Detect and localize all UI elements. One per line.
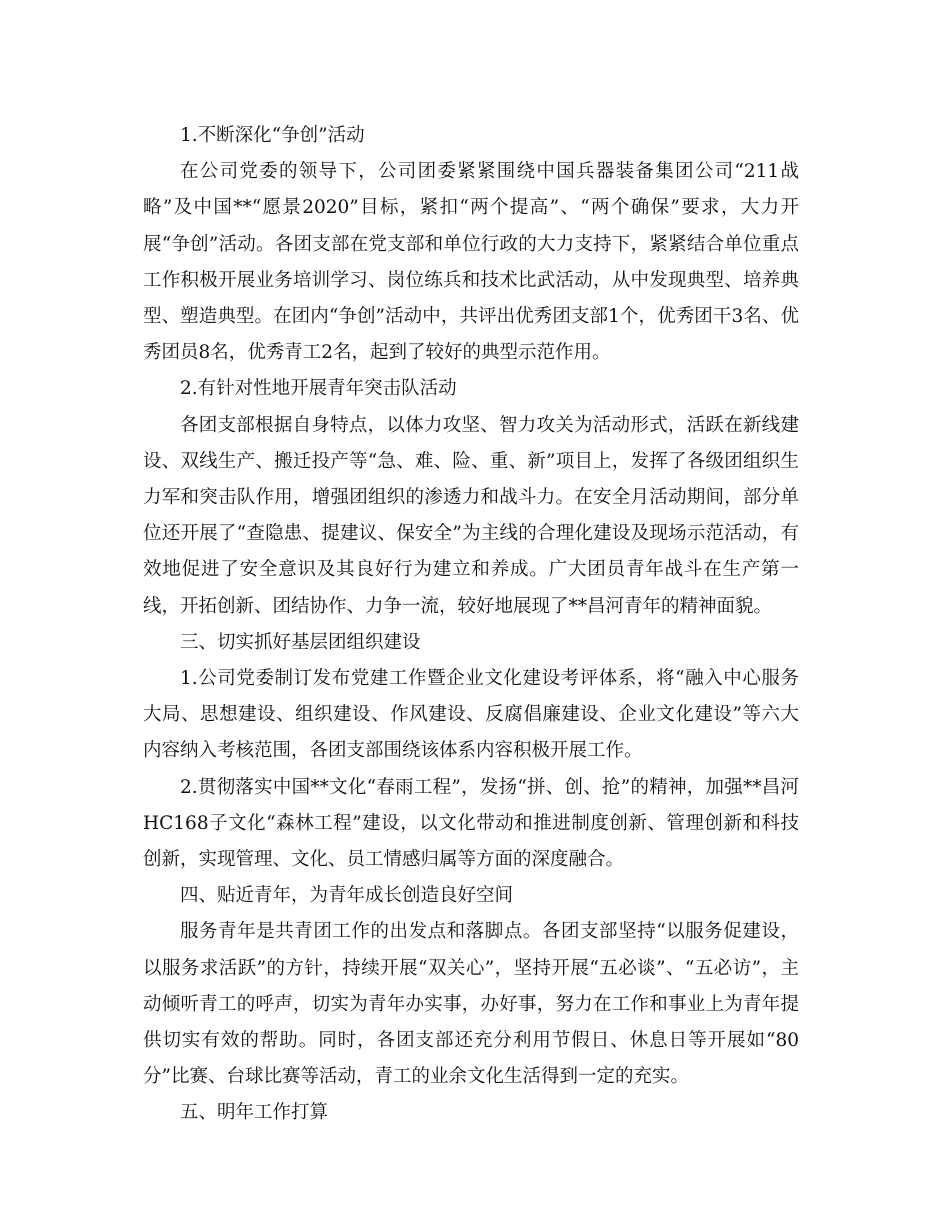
paragraph-culture-project: 2.贯彻落实中国**文化“春雨工程”，发扬“拼、创、抢”的精神，加强**昌河HC168子文化“森林工程”建设，以文化带动和推进制度创新、管理创新和科技创新，实现管理、文化、员工情感归属等方面的深度融合。: [143, 776, 799, 871]
section-heading-next-year-plan: 五、明年工作打算: [180, 1102, 329, 1124]
subheading-deepen-zhengchuang: 1.不断深化“争创”活动: [180, 125, 365, 146]
section-heading-serve-youth: 四、贴近青年，为青年成长创造良好空间: [180, 885, 514, 907]
paragraph-serve-youth: 服务青年是共青团工作的出发点和落脚点。各团支部坚持“以服务促建设，以服务求活跃”的方针，持续开展“双关心”，坚持开展“五必谈”、“五必访”，主动倾听青工的呼声，切实为青年办实事，办好事，努力在工作和事业上为青年提供切实有效的帮助。同时，各团支部还充分利用节假日、休息日等开展如“80分”比赛、台球比赛等活动，青工的业余文化生活得到一定的充实。: [143, 921, 799, 1088]
subheading-youth-commando: 2.有针对性地开展青年突击队活动: [180, 378, 457, 400]
section-heading-grassroots-organization: 三、切实抓好基层团组织建设: [180, 631, 421, 653]
paragraph-zhengchuang-activities: 在公司党委的领导下，公司团委紧紧围绕中国兵器装备集团公司“211战略”及中国**“愿景2020”目标，紧扣“两个提高”、“两个确保”要求，大力开展“争创”活动。各团支部在党支部和单位行政的大力支持下，紧紧结合单位重点工作积极开展业务培训学习、岗位练兵和技术比武活动，从中发现典型、培养典型、塑造典型。在团内“争创”活动中，共评出优秀团支部1个，优秀团干3名、优秀团员8名，优秀青工2名，起到了较好的典型示范作用。: [143, 161, 799, 364]
paragraph-youth-commando: 各团支部根据自身特点，以体力攻坚、智力攻关为活动形式，活跃在新线建设、双线生产、搬迁投产等“急、难、险、重、新”项目上，发挥了各级团组织生力军和突击队作用，增强团组织的渗透力和战斗力。在安全月活动期间，部分单位还开展了“查隐患、提建议、保安全”为主线的合理化建设及现场示范活动，有效地促进了安全意识及其良好行为建立和养成。广大团员青年战斗在生产第一线，开拓创新、团结协作、力争一流，较好地展现了**昌河青年的精神面貌。: [143, 414, 799, 617]
paragraph-evaluation-system: 1.公司党委制订发布党建工作暨企业文化建设考评体系，将“融入中心服务大局、思想建设、组织建设、作风建设、反腐倡廉建设、企业文化建设”等六大内容纳入考核范围，各团支部围绕该体系内容积极开展工作。: [143, 668, 799, 762]
document-body: [143, 118, 799, 1132]
